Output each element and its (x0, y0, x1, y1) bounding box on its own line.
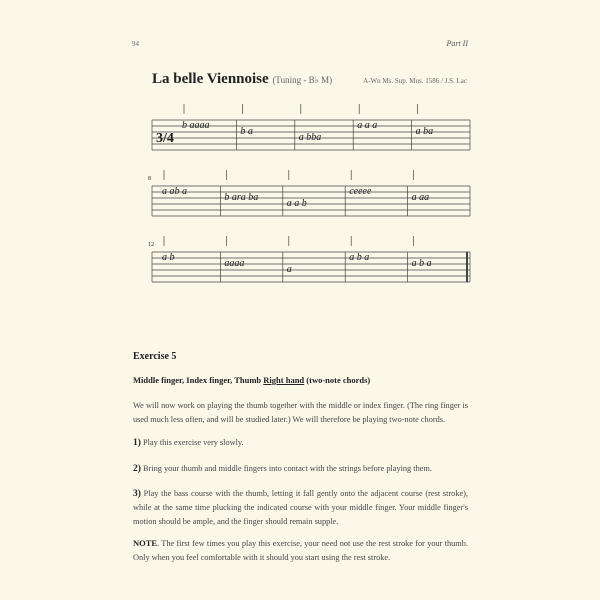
step-number: 2) (133, 464, 141, 474)
tab-measure-letters: a ba (415, 126, 434, 137)
intro-paragraph: We will now work on playing the thumb together with the middle or index finger. (The ring finger is used much less often, and will be studied later.) We will therefore be playing two-note chords. (133, 401, 468, 424)
measure-number: 12 (148, 242, 154, 248)
subtitle-text: Middle finger, Index finger, Thumb (133, 375, 264, 385)
piece-title (152, 71, 332, 88)
page-number: 94 (132, 40, 139, 48)
measure-number: 8 (148, 176, 151, 182)
tab-system-2 (140, 170, 470, 230)
tab-measure-letters: aaaa (224, 258, 245, 269)
exercise-subtitle (133, 375, 370, 385)
title-text: La belle Viennoise (152, 71, 269, 87)
tab-measure-letters: ceeee (349, 186, 372, 197)
note-label: NOTE (133, 538, 158, 548)
step-text: Play this exercise very slowly. (140, 438, 244, 447)
time-signature: 3/4 (156, 131, 174, 146)
tab-measure-letters: a ab a (162, 186, 187, 197)
exercise-heading: Exercise 5 (133, 351, 177, 362)
tab-measure-letters: b ara ba (224, 192, 259, 203)
note-paragraph (133, 536, 468, 565)
step-number: 1) (133, 438, 141, 448)
tab-measure-letters: a a a (357, 120, 378, 131)
step-text: Play the bass course with the thumb, letting it fall gently onto the adjacent course (rest stroke), while at the same time plucking the indicated course with your middle finger. Your middle finger's motion should be ample, and the finger should remain supple. (133, 489, 468, 526)
source-citation: A-Wn Ms. Sup. Mus. 1586 / J.S. Lac (363, 77, 467, 85)
step-1 (133, 436, 468, 450)
step-number: 3) (133, 489, 141, 499)
tab-measure-letters: a aa (411, 192, 430, 203)
note-text: . The first few times you play this exercise, your need not use the rest stroke for your thumb. Only when you feel comfortable with it should you start using the rest stroke. (133, 539, 468, 562)
part-label: Part II (446, 39, 468, 48)
tab-measure-letters: b a (240, 126, 253, 137)
tab-system-3 (140, 236, 470, 296)
tab-system-1 (140, 104, 470, 159)
tab-measure-letters: a bba (298, 132, 322, 143)
step-2 (133, 462, 468, 476)
subtitle-underlined: Right hand (263, 375, 305, 385)
tab-measure-letters: a b (162, 252, 175, 263)
tab-measure-letters: a b a (411, 258, 432, 269)
tab-measure-letters: b aaaa (182, 120, 210, 131)
step-3 (133, 487, 468, 529)
tab-measure-letters: a (286, 264, 292, 275)
step-text: Bring your thumb and middle fingers into contact with the strings before playing them. (140, 464, 432, 473)
tab-measure-letters: a a b (286, 198, 307, 209)
tuning: (Tuning - B♭ M) (272, 75, 333, 85)
tab-measure-letters: a b a (349, 252, 370, 263)
subtitle-suffix: (two-note chords) (304, 375, 371, 385)
